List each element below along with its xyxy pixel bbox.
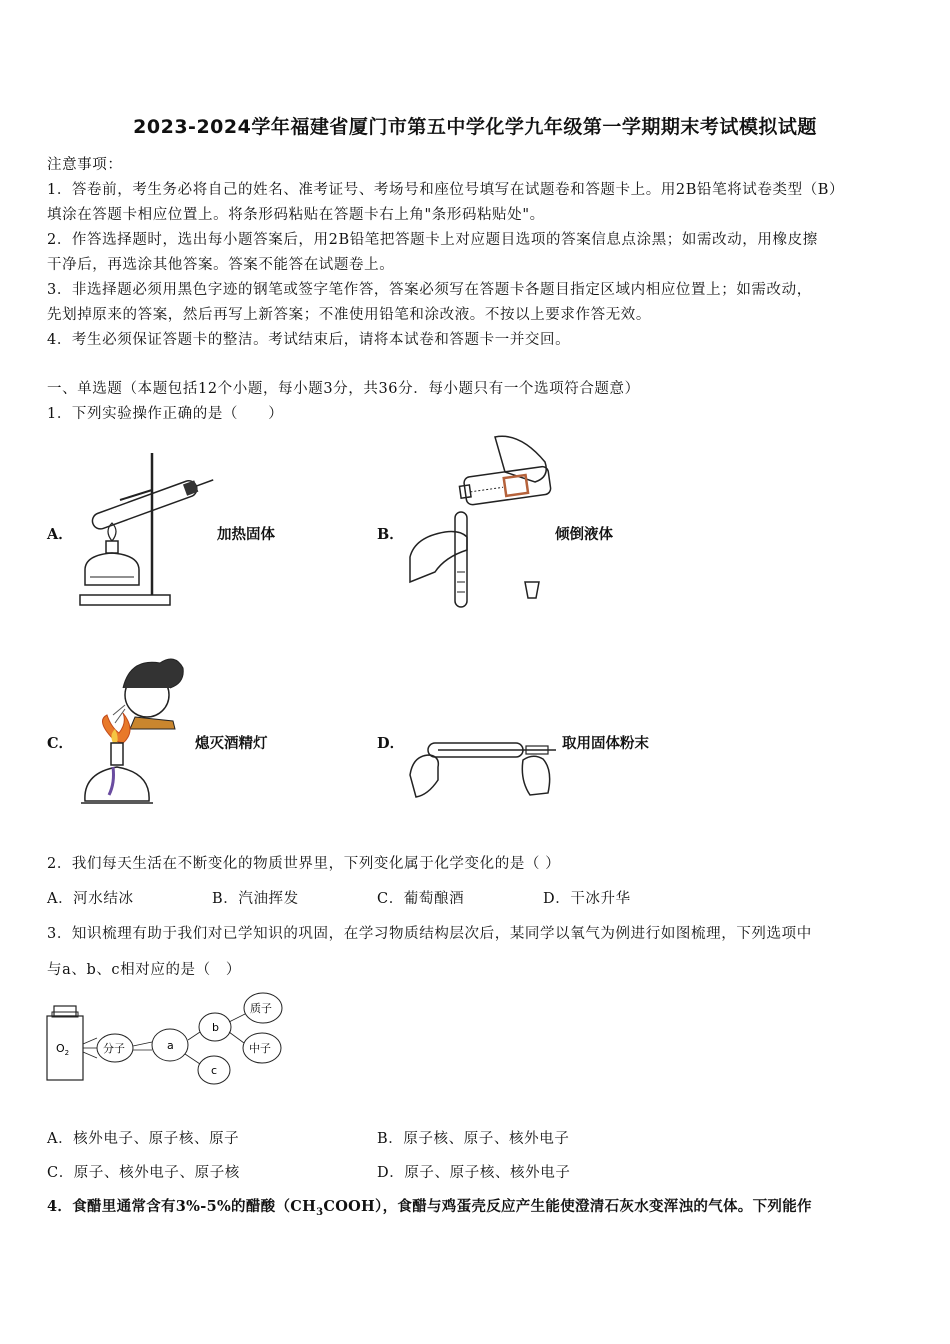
pouring-liquid-illustration: [405, 432, 555, 607]
q1-option-a-label: A．: [47, 526, 73, 543]
notice-heading: 注意事项：: [47, 157, 123, 173]
section-heading: 一、单选题（本题包括12个小题，每小题3分，共36分．每小题只有一个选项符合题意）: [47, 381, 640, 397]
notice-line-2: 填涂在答题卡相应位置上。将条形码粘贴在答题卡右上角"条形码粘贴处"。: [47, 207, 545, 223]
q3-option-d: D．原子、原子核、核外电子: [377, 1165, 571, 1181]
q1-option-b-caption: 倾倒液体: [555, 526, 613, 543]
neutron-node: 中子: [249, 1042, 271, 1055]
q2-option-a: A．河水结冰: [47, 891, 134, 907]
notice-line-6: 先划掉原来的答案，然后再写上新答案；不准使用铅笔和涂改液。不按以上要求作答无效。: [47, 307, 651, 323]
q1-option-d-caption: 取用固体粉末: [562, 735, 649, 752]
q3-stem-line-1: 3．知识梳理有助于我们对已学知识的巩固，在学习物质结构层次后，某同学以氧气为例进行如图梳理，下列选项中: [47, 926, 812, 942]
notice-line-3: 2．作答选择题时，选出每小题答案后，用2B铅笔把答题卡上对应题目选项的答案信息点涂黑；如需改动，用橡皮擦: [47, 232, 818, 248]
oxygen-structure-diagram: [45, 988, 285, 1088]
node-c: c: [211, 1064, 218, 1077]
q2-stem: 2．我们每天生活在不断变化的物质世界里，下列变化属于化学变化的是（ ）: [47, 856, 561, 872]
proton-node: 质子: [250, 1002, 272, 1015]
q1-option-c-label: C．: [47, 735, 74, 752]
q4-stem: 4．食醋里通常含有3%-5%的醋酸$(CH_3COOH)$，食醋与鸡蛋壳反应产生能使澄清石灰水变浑浊的气体。下列能作: [47, 1198, 812, 1218]
powder-tube-illustration: [408, 735, 558, 803]
heating-solid-illustration: [70, 445, 220, 610]
q3-stem-line-2: 与a、b、c相对应的是（ ）: [47, 962, 241, 978]
q1-option-d-label: D．: [377, 735, 405, 752]
q3-option-c: C．原子、核外电子、原子核: [47, 1165, 240, 1181]
node-a: a: [167, 1039, 174, 1052]
blowing-out-lamp-illustration: [75, 643, 190, 808]
q1-option-c-caption: 熄灭酒精灯: [195, 735, 268, 752]
notice-line-5: 3．非选择题必须用黑色字迹的钢笔或签字笔作答，答案必须写在答题卡各题目指定区域内相应位置上；如需改动，: [47, 282, 812, 298]
q2-option-c: C．葡萄酿酒: [377, 891, 465, 907]
bottle-label: $O_2$: [56, 1042, 70, 1057]
q2-option-d: D．干冰升华: [543, 891, 631, 907]
q3-option-b: B．原子核、原子、核外电子: [377, 1131, 570, 1147]
molecule-node: 分子: [103, 1042, 125, 1055]
q1-option-b-label: B．: [377, 526, 404, 543]
q1-stem: 1．下列实验操作正确的是（ ）: [47, 406, 284, 422]
q3-option-a: A．核外电子、原子核、原子: [47, 1131, 240, 1147]
notice-line-7: 4．考生必须保证答题卡的整洁。考试结束后，请将本试卷和答题卡一并交回。: [47, 332, 571, 348]
q1-option-a-caption: 加热固体: [217, 526, 275, 543]
notice-line-4: 干净后，再选涂其他答案。答案不能答在试题卷上。: [47, 257, 395, 273]
node-b: b: [212, 1021, 219, 1034]
page-title: 2023-2024学年福建省厦门市第五中学化学九年级第一学期期末考试模拟试题: [133, 116, 817, 138]
notice-line-1: 1．答卷前，考生务必将自己的姓名、准考证号、考场号和座位号填写在试题卷和答题卡上。用2B铅笔将试卷类型（B）: [47, 182, 845, 198]
q2-option-b: B．汽油挥发: [212, 891, 299, 907]
